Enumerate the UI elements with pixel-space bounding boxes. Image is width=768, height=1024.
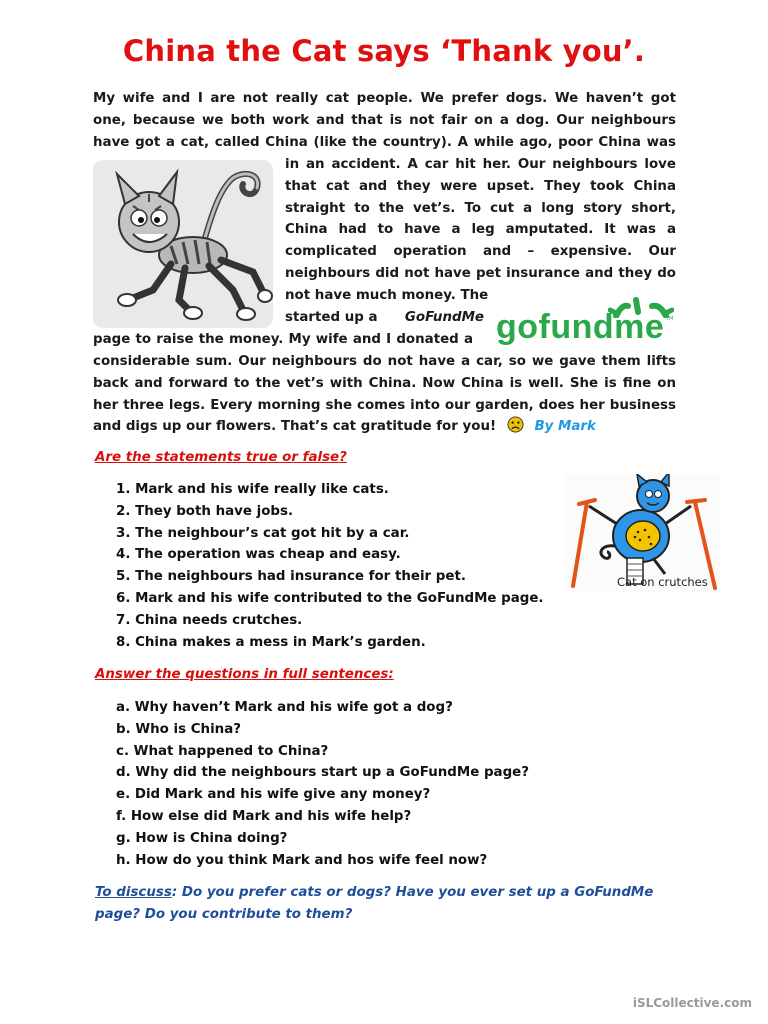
page-title: China the Cat says ‘Thank you’.: [122, 34, 646, 68]
list-item: 8. China makes a mess in Mark’s garden.: [116, 634, 426, 650]
list-item: 1. Mark and his wife really like cats.: [116, 482, 389, 497]
discussion-prompt: [95, 882, 685, 926]
story-line: in an accident. A car hit her. Our neighbours love: [285, 157, 676, 172]
story-line: neighbours did not have pet insurance and they do: [285, 265, 676, 281]
story-line: have got a cat, called China (like the country). A while ago, poor China was: [93, 134, 676, 150]
list-item: a. Why haven’t Mark and his wife got a dog?: [116, 700, 453, 715]
story-line: China had to have a leg amputated. It was a: [285, 222, 676, 238]
cat-caption: Cat on crutches: [617, 575, 708, 589]
list-item: e. Did Mark and his wife give any money?: [116, 787, 431, 803]
story-last-line: [93, 416, 676, 438]
story-line: My wife and I are not really cat people. We prefer dogs. We haven’t got: [93, 91, 676, 106]
story-line-started: [285, 307, 484, 329]
gofundme-logo: [496, 296, 678, 348]
story-text: and digs up our flowers. That’s cat gratitude for you!: [93, 419, 497, 434]
list-item: d. Why did the neighbours start up a GoFundMe page?: [116, 765, 530, 781]
discussion-line: [95, 882, 685, 904]
gofundme-tm: TM: [666, 316, 674, 322]
story-line: not have much money. The: [285, 288, 489, 303]
story-intro: [93, 88, 676, 153]
list-item: 7. China needs crutches.: [116, 612, 303, 628]
story-line: page to raise the money. My wife and I donated a: [93, 332, 473, 347]
story-line: her three legs. Every morning she comes into our garden, does her business: [93, 397, 676, 413]
list-item: 2. They both have jobs.: [116, 503, 294, 519]
story-line: considerable sum. Our neighbours do not have a car, so we gave them lifts: [93, 354, 676, 369]
story-middle: [285, 154, 676, 285]
discussion-line: page? Do you contribute to them?: [95, 906, 353, 922]
story-line: complicated operation and – expensive. Our: [285, 244, 676, 260]
sad-face-icon: [507, 416, 524, 433]
true-false-list: [116, 479, 544, 653]
gofundme-wordmark: gofundme: [496, 308, 665, 346]
list-item: b. Who is China?: [116, 721, 242, 737]
list-item: 4. The operation was cheap and easy.: [116, 547, 401, 563]
list-item: f. How else did Mark and his wife help?: [116, 808, 412, 824]
list-item: 3. The neighbour’s cat got hit by a car.: [116, 525, 410, 541]
watermark: iSLCollective.com: [632, 996, 752, 1010]
discussion-text: : Do you prefer cats or dogs? Have you ever set up a GoFundMe: [171, 885, 654, 900]
story-line: that cat and they were upset. They took China: [285, 178, 676, 194]
story-line: back and forward to the vet’s with China. Now China is well. She is fine on: [93, 375, 676, 391]
story-text: started up a: [285, 310, 378, 325]
story-line: straight to the vet’s. To cut a long story short,: [285, 200, 676, 216]
section-heading-questions: Answer the questions in full sentences:: [95, 667, 394, 682]
story-end: [93, 351, 676, 416]
story-line: one, because we both work and that is not fair on a dog. Our neighbours: [93, 112, 676, 128]
byline: By Mark: [534, 419, 596, 434]
cat-illustration: [93, 160, 273, 328]
list-item: g. How is China doing?: [116, 830, 288, 846]
list-item: c. What happened to China?: [116, 743, 329, 759]
list-item: h. How do you think Mark and hos wife feel now?: [116, 852, 488, 868]
list-item: 6. Mark and his wife contributed to the GoFundMe page.: [116, 590, 544, 606]
questions-list: [116, 697, 529, 871]
list-item: 5. The neighbours had insurance for their pet.: [116, 569, 466, 585]
gofundme-italic: GoFundMe: [404, 310, 484, 325]
section-heading-true-false: Are the statements true or false?: [95, 450, 347, 465]
discussion-label: To discuss: [95, 885, 172, 900]
